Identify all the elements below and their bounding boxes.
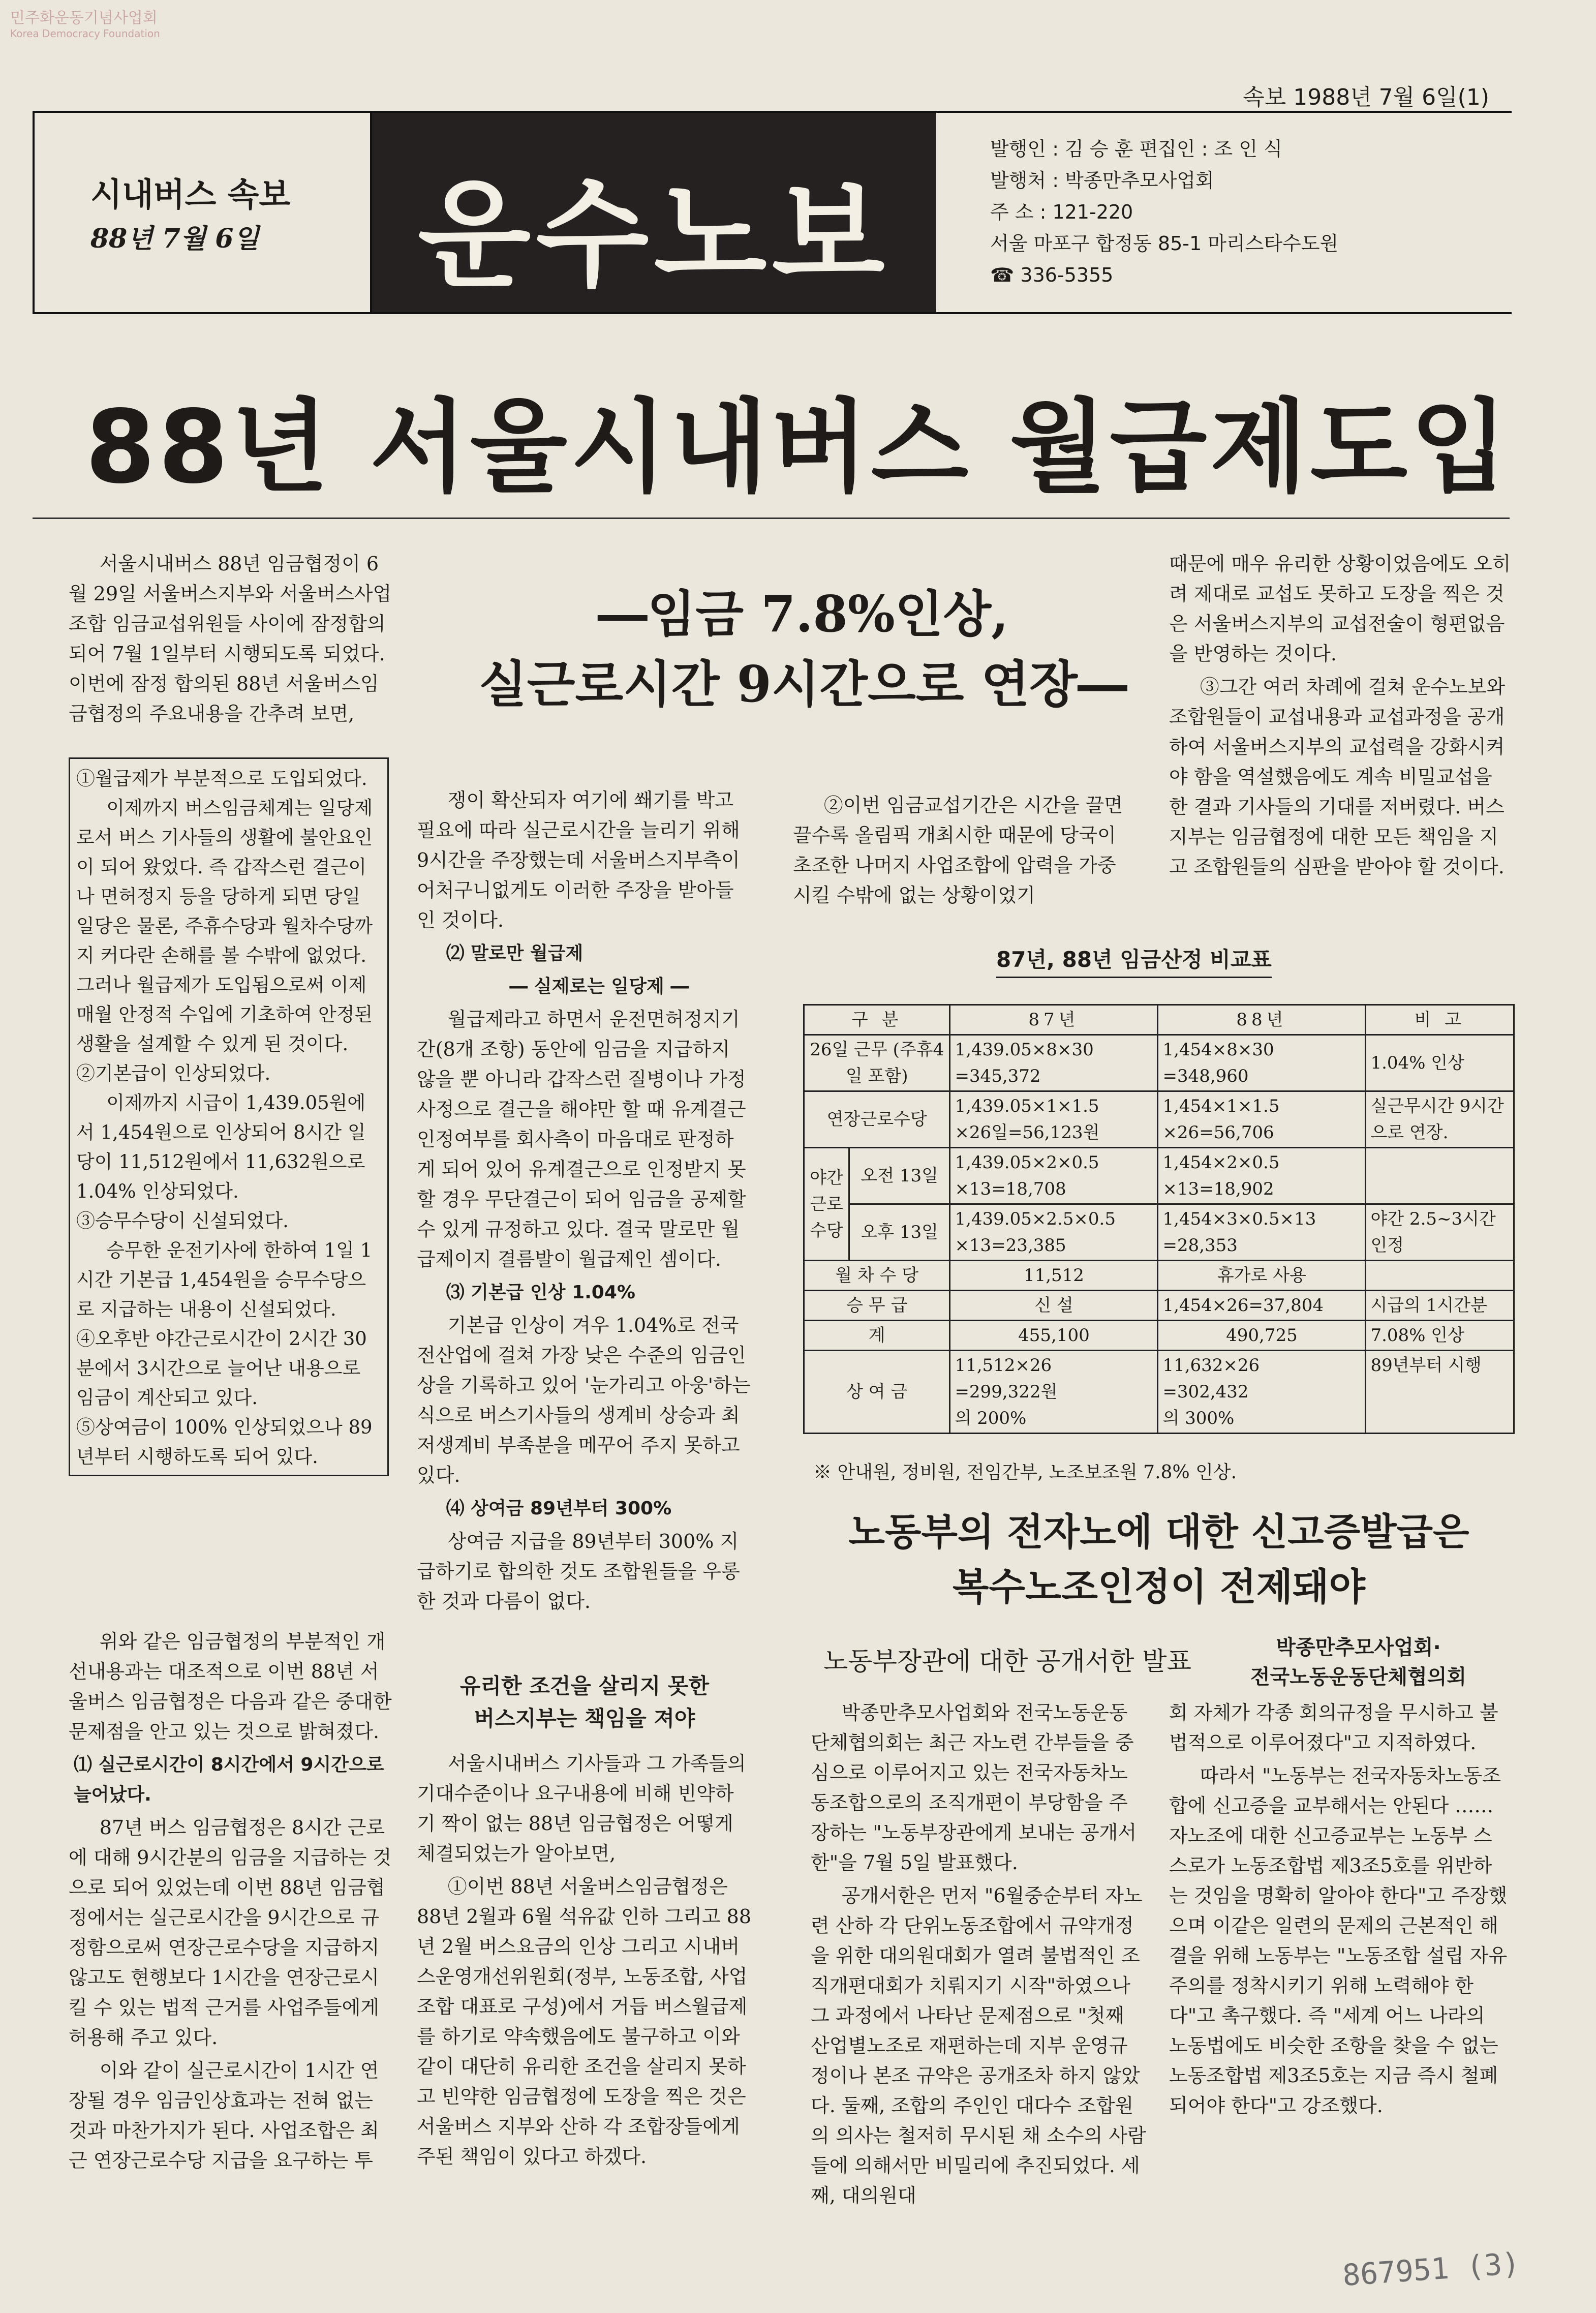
box-item-2-head: ②기본급이 인상되었다. [76, 1062, 271, 1084]
subheadline-line1: ―임금 7.8%인상, [597, 585, 1009, 644]
masthead-nameplate [372, 113, 936, 312]
cell-line: 1,439.05×8×30 [955, 1040, 1094, 1060]
col3-paragraph: ②이번 임금교섭기간은 시간을 끌면 끌수록 올림픽 개최시한 때문에 당국이 초조한 나머지 사업조합에 압력을 가중시킬 수밖에 없는 상황이었기 [793, 794, 1123, 906]
masthead-credits [990, 133, 1498, 291]
second-headline-line1: 노동부의 전자노에 대한 신고증발급은 [848, 1510, 1469, 1554]
box-item-1-body: 이제까지 버스임금체계는 일당제로서 버스 기사들의 생활에 불안요인이 되어 왔었다. 즉 갑작스런 결근이나 면허정지 등을 당하게 되면 당일 일당은 물론, 주휴수당과 월차수당까지 커다란 손해를 볼 수밖에 없었다. 그러나 월급제가 도입됨으로써 이제 매월 안정적 수입에 기초하여 안정된 생활을 설계할 수 있게 된 것이다. [76, 797, 373, 1055]
box-item-3-body: 승무한 운전기사에 한하여 1일 1시간 기본급 1,454원을 승무수당으로 지급하는 내용이 신설되었다. [76, 1239, 373, 1320]
cell-note: 1.04% 인상 [1366, 1035, 1514, 1091]
table-row [804, 1321, 1514, 1351]
handwritten-catalog-number: 867951 (3) [1341, 2245, 1521, 2293]
cell-line: =28,353 [1162, 1235, 1238, 1256]
cell-88 [1158, 1091, 1366, 1148]
cell-88: 490,725 [1158, 1321, 1366, 1351]
subheadline [447, 580, 1159, 720]
cell-line: ×26일=56,123원 [955, 1122, 1100, 1143]
cell-line: ×26=56,706 [1162, 1122, 1274, 1143]
cell-87 [950, 1148, 1158, 1204]
cell-line: 1,439.05×2×0.5 [955, 1152, 1099, 1173]
masthead [33, 111, 1512, 314]
table-row [804, 1351, 1514, 1434]
cell-87 [950, 1035, 1158, 1091]
responsibility-heading-line2: 버스지부는 책임을 져야 [474, 1706, 695, 1731]
problems-intro: 위와 같은 임금협정의 부분적인 개선내용과는 대조적으로 이번 88년 서울버스 임금협정은 다음과 같은 중대한 문제점을 안고 있는 것으로 밝혀졌다. [69, 1630, 392, 1743]
table-row [804, 1035, 1514, 1091]
table-row [804, 1148, 1514, 1204]
second-story-col2 [1169, 1698, 1510, 2124]
subheadline-line2: 실근로시간 9시간으로 연장― [479, 655, 1127, 714]
section-1-heading: ⑴ 실근로시간이 8시간에서 9시간으로 늘어났다. [74, 1754, 384, 1805]
cell-note: 실근무시간 9시간으로 연장. [1366, 1091, 1514, 1148]
address-label: 주 소 : 121-220 [990, 201, 1133, 223]
row-label: 오후 13일 [849, 1204, 950, 1261]
newspaper-title: 운수노보 [418, 168, 890, 303]
box-item-3-head: ③승무수당이 신설되었다. [76, 1210, 289, 1232]
section-3-heading: ⑶ 기본급 인상 1.04% [446, 1282, 635, 1303]
cell-87: 11,512 [950, 1261, 1158, 1291]
cell-note: 시급의 1시간분 [1366, 1291, 1514, 1321]
cell-line: ×13=18,902 [1162, 1179, 1274, 1199]
edition-date: 88년 7월 6일 [90, 223, 259, 254]
th-88: 88년 [1158, 1005, 1366, 1035]
phone-line: ☎ 336-5355 [990, 264, 1114, 286]
section-2-body: 월급제라고 하면서 운전면허정지기간(8개 조항) 동안에 임금을 지급하지 않을 뿐 아니라 갑작스런 질병이나 가정사정으로 결근을 해야만 할 때 유계결근 인정여부를 회사측이 마음대로 판정하게 되어 있어 유계결근으로 인정받지 못할 경우 무단결근이 되어 임금을 공제할 수 있게 규정하고 있다. 결국 말로만 월급제이지 결름발이 월급제인 셈이다. [417, 1008, 746, 1270]
archive-stamp [10, 9, 160, 40]
intro-paragraph: 서울시내버스 88년 임금협정이 6월 29일 서울버스지부와 서울버스사업조합 임금교섭위원들 사이에 잠정합의되어 7월 1일부터 시행되도록 되었다. 이번에 잠정 합의된 88년 서울버스임금협정의 주요내용을 간추려 보면, [69, 553, 392, 725]
table-title: 87년, 88년 임금산정 비교표 [996, 943, 1272, 978]
th-87: 87년 [950, 1005, 1158, 1035]
article-col3 [793, 790, 1128, 914]
article-col4 [1169, 549, 1515, 885]
cell-line: 1,454×1×1.5 [1162, 1096, 1280, 1116]
cell-line: 1,439.05×1×1.5 [955, 1096, 1099, 1116]
edition-title: 시내버스 속보 [90, 176, 291, 214]
cell-87: 455,100 [950, 1321, 1158, 1351]
cell-line: 1,454×8×30 [1162, 1040, 1274, 1060]
row-label: 26일 근무 (주휴4일 포함) [804, 1035, 950, 1091]
th-category: 구 분 [804, 1005, 950, 1035]
cell-line: =348,960 [1162, 1066, 1249, 1086]
cell-88 [1158, 1035, 1366, 1091]
second-headline-line2: 복수노조인정이 전제돼야 [952, 1565, 1366, 1609]
section-4-body: 상여금 지급을 89년부터 300% 지급하기로 합의한 것도 조합원들을 우롱한 것과 다름이 없다. [417, 1530, 740, 1612]
section-2-heading: ⑵ 말로만 월급제 [446, 943, 584, 964]
cell-line: =299,322원 [955, 1382, 1058, 1402]
cell-87 [950, 1204, 1158, 1261]
cell-line: 1,454×3×0.5×13 [1162, 1209, 1316, 1229]
archive-name-en: Korea Democracy Foundation [10, 27, 160, 40]
cell-line: =345,372 [955, 1066, 1041, 1086]
cell-88 [1158, 1148, 1366, 1204]
second-story-para: 공개서한은 먼저 "6월중순부터 자노련 산하 각 단위노동조합에서 규약개정을 위한 대의원대회가 열려 불법적인 조직개편대회가 치뤄지기 시작"하였으나 그 과정에서 나타난 문제점으로 "첫째 산업별노조로 재편하는데 지부 운영규정이나 본조 규약은 공개조차 하지 않았다. 둘째, 조합의 주인인 대다수 조합원의 의사는 철저히 무시된 채 소수의 사람들에 의해서만 비밀리에 추진되었다. 세째, 대의원대 [811, 1884, 1146, 2207]
issuer-line: 발행처 : 박종만추모사업회 [990, 169, 1214, 192]
headline-rule [33, 518, 1510, 519]
box-item-1-head: ①월급제가 부분적으로 도입되었다. [76, 768, 367, 789]
col2-continuation: 쟁이 확산되자 여기에 쐐기를 박고 필요에 따라 실근로시간을 늘리기 위해 9시간을 주장했는데 서울버스지부측이 어처구니없게도 이러한 주장을 받아들인 것이다. [417, 789, 740, 931]
row-label: 오전 13일 [849, 1148, 950, 1204]
archive-name-ko: 민주화운동기념사업회 [10, 9, 158, 27]
cell-87: 신 설 [950, 1291, 1158, 1321]
issue-info: 속보 1988년 7월 6일(1) [1243, 84, 1489, 110]
box-item-2-body: 이제까지 시급이 1,439.05원에서 1,454원으로 인상되어 8시간 일당이 11,512원에서 11,632원으로 1.04% 인상되었다. [76, 1092, 366, 1202]
article-intro [69, 549, 394, 732]
second-story-para: 회 자체가 각종 회의규정을 무시하고 불법적으로 이루어졌다"고 지적하였다. [1169, 1701, 1498, 1754]
wage-comparison-table [803, 1004, 1515, 1434]
cell-line: ×13=23,385 [955, 1235, 1066, 1256]
article-col2 [417, 785, 752, 1620]
section-1-para-a: 87년 버스 임금협정은 8시간 근로에 대해 9시간분의 임금을 지급하는 것으로 되어 있었는데 이번 88년 임금협정에서는 실근로시간을 9시간으로 규정함으로써 연장근로수당을 지급하지 않고도 현행보다 1시간을 연장근로시킬 수 있는 법적 근거를 사업주들에게 허용해 주고 있다. [69, 1816, 392, 2049]
section-3-body: 기본급 인상이 겨우 1.04%로 전국 전산업에 걸쳐 가장 낮은 수준의 임금인상을 기록하고 있어 '눈가리고 아웅'하는 식으로 버스기사들의 생계비 상승과 최저생계비 부족분을 메꾸어 주지 못하고 있다. [417, 1314, 751, 1486]
second-story-byline [1250, 1633, 1466, 1692]
cell-88 [1158, 1204, 1366, 1261]
cell-line: 1,454×2×0.5 [1162, 1152, 1280, 1173]
section-2-subheading: ― 실제로는 일당제 ― [509, 976, 689, 997]
responsibility-para-1: 서울시내버스 기사들과 그 가족들의 기대수준이나 요구내용에 비해 빈약하기 짝이 없는 88년 임금협정은 어떻게 체결되었는가 알아보면, [417, 1752, 746, 1865]
table-row [804, 1261, 1514, 1291]
cell-line: 1,439.05×2.5×0.5 [955, 1209, 1116, 1229]
row-label: 승 무 급 [804, 1291, 950, 1321]
row-label: 월 차 수 당 [804, 1261, 950, 1291]
responsibility-heading [427, 1670, 742, 1735]
table-row [804, 1204, 1514, 1261]
byline-line1: 박종만추모사업회· [1276, 1636, 1441, 1659]
cell-note [1366, 1148, 1514, 1204]
row-group-label: 야간 근로 수당 [804, 1148, 849, 1261]
table-row [804, 1091, 1514, 1148]
summary-box [69, 757, 389, 1476]
row-label: 계 [804, 1321, 950, 1351]
section-4-heading: ⑷ 상여금 89년부터 300% [446, 1498, 672, 1519]
article-col1-lower [69, 1627, 394, 2179]
cell-line: ×13=18,708 [955, 1179, 1066, 1199]
cell-88: 휴가로 사용 [1158, 1261, 1366, 1291]
table-footnote: ※ 안내원, 정비원, 전임간부, 노조보조원 7.8% 인상. [813, 1462, 1237, 1483]
article-col2-lower [417, 1749, 752, 2175]
address-line: 서울 마포구 합정동 85-1 마리스타수도원 [990, 232, 1339, 255]
section-1-para-b: 이와 같이 실근로시간이 1시간 연장될 경우 임금인상효과는 전혀 없는 것과 마찬가지가 된다. 사업조합은 최근 연장근로수당 지급을 요구하는 투 [69, 2059, 380, 2172]
masthead-edition [35, 113, 372, 312]
cell-note [1366, 1261, 1514, 1291]
publisher-line: 발행인 : 김 승 훈 편집인 : 조 인 식 [990, 138, 1282, 160]
responsibility-para-2: ①이번 88년 서울버스임금협정은 88년 2월과 6월 석유값 인하 그리고 88년 2월 버스요금의 인상 그리고 시내버스운영개선위원회(정부, 노동조합, 사업조합 대표로 구성)에서 거듭 버스월급제를 하기로 약속했음에도 불구하고 이와 같이 대단히 유리한 조건을 살리지 못하고 빈약한 임금협정에 도장을 찍은 것은 서울버스 지부와 산하 각 조합장들에게 주된 책임이 있다고 하겠다. [417, 1875, 752, 2168]
cell-88 [1158, 1351, 1366, 1434]
col4-paragraph-2: ③그간 여러 차례에 걸쳐 운수노보와 조합원들이 교섭내용과 교섭과정을 공개하여 서울버스지부의 교섭력을 강화시켜야 함을 역설했음에도 계속 비밀교섭을 한 결과 기사들의 기대를 저버렸다. 버스지부는 임금협정에 대한 모든 책임을 지고 조합원들의 심판을 받아야 할 것이다. [1169, 676, 1506, 878]
byline-line2: 전국노동운동단체협의회 [1250, 1665, 1467, 1689]
main-headline: 88년 서울시내버스 월급제도입 [85, 388, 1511, 506]
second-story-col1 [811, 1698, 1146, 2214]
cell-line: =302,432 [1162, 1382, 1249, 1402]
box-item-4: ④오후반 야간근로시간이 2시간 30분에서 3시간으로 늘어난 내용으로 임금이 계산되고 있다. [76, 1328, 367, 1409]
responsibility-heading-line1: 유리한 조건을 살리지 못한 [459, 1673, 710, 1698]
second-story-headline [803, 1505, 1515, 1615]
table-row [804, 1291, 1514, 1321]
row-label: 상 여 금 [804, 1351, 950, 1434]
cell-note: 야간 2.5~3시간 인정 [1366, 1204, 1514, 1261]
cell-note: 89년부터 시행 [1366, 1351, 1514, 1434]
cell-note: 7.08% 인상 [1366, 1321, 1514, 1351]
second-story-subhead: 노동부장관에 대한 공개서한 발표 [823, 1647, 1191, 1676]
col4-paragraph-1: 때문에 매우 유리한 상황이었음에도 오히려 제대로 교섭도 못하고 도장을 찍은 것은 서울버스지부의 교섭전술이 형편없음을 반영하는 것이다. [1169, 553, 1511, 665]
cell-87 [950, 1091, 1158, 1148]
second-story-para: 박종만추모사업회와 전국노동운동단체협의회는 최근 자노련 간부들을 중심으로 이루어지고 있는 전국자동차노동조합으로의 조직개편이 부당함을 주장하는 "노동부장관에게 보내는 공개서한"을 7월 5일 발표했다. [811, 1701, 1137, 1874]
table-header-row [804, 1005, 1514, 1035]
cell-line: 의 200% [955, 1408, 1027, 1428]
second-story-para: 따라서 "노동부는 전국자동차노동조합에 신고증을 교부해서는 안된다 ……자노조에 대한 신고증교부는 노동부 스스로가 노동조합법 제3조5호를 위반하는 것임을 명확히 알아야 한다"고 주장했으며 이같은 일련의 문제의 근본적인 해결을 위해 노동부는 "노동조합 설립 자유주의를 정착시키기 위해 노력해야 한다"고 촉구했다. 즉 "세계 어느 나라의 노동법에도 비슷한 조항을 찾을 수 없는 노동조합법 제3조5호는 지금 즉시 철폐되어야 한다"고 강조했다. [1169, 1764, 1508, 2117]
box-item-5: ⑤상여금이 100% 인상되었으나 89년부터 시행하도록 되어 있다. [76, 1416, 373, 1468]
cell-line: 의 300% [1162, 1408, 1235, 1428]
cell-line: 11,512×26 [955, 1355, 1052, 1376]
cell-87 [950, 1351, 1158, 1434]
cell-88: 1,454×26=37,804 [1158, 1291, 1366, 1321]
row-label: 연장근로수당 [804, 1091, 950, 1148]
th-note: 비 고 [1366, 1005, 1514, 1035]
cell-line: 11,632×26 [1162, 1355, 1260, 1376]
